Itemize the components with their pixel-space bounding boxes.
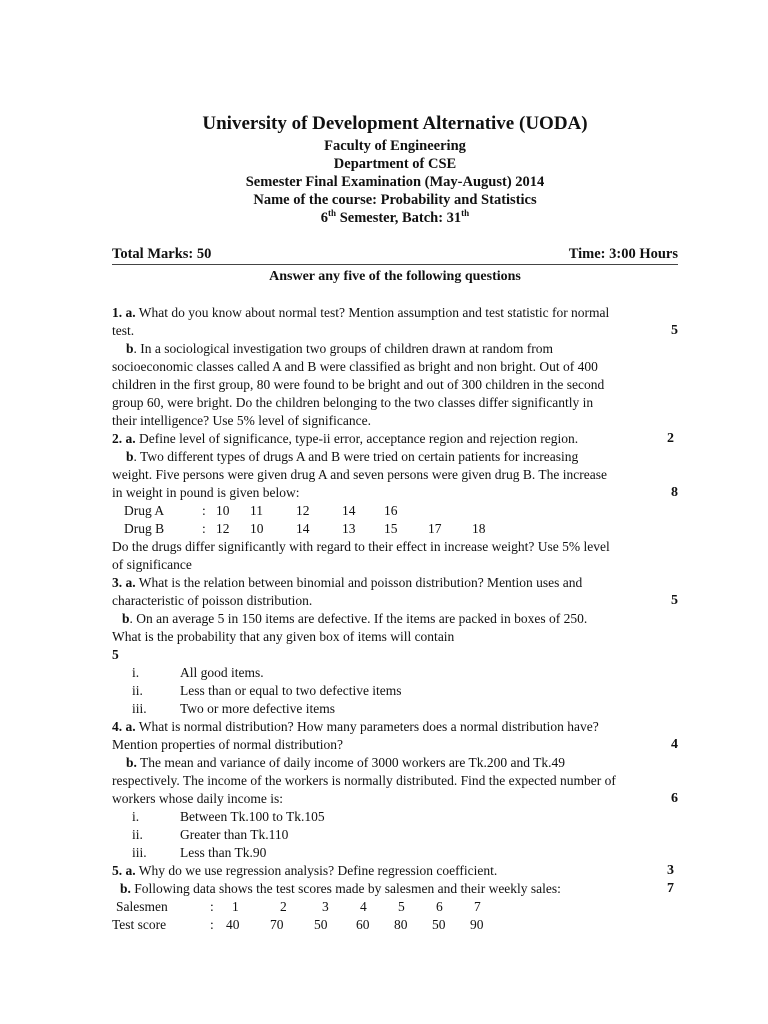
q1b-line-1 bbox=[112, 340, 678, 358]
salesmen-label: Salesmen bbox=[116, 899, 168, 914]
q4b-label: b. bbox=[126, 755, 137, 770]
drug-b-label: Drug B bbox=[124, 521, 165, 536]
test-score-value: 40 bbox=[226, 917, 240, 932]
q5b-marks: 7 bbox=[667, 881, 674, 896]
test-score-value: 50 bbox=[432, 917, 446, 932]
drug-b-value: 14 bbox=[296, 521, 310, 536]
q4b-marks: 6 bbox=[671, 791, 678, 806]
q2b-line-2: weight. Five persons were given drug A and seven persons were given drug B. The increase bbox=[112, 467, 607, 482]
q1a-text-2: test. bbox=[112, 323, 135, 338]
q4b-line-3 bbox=[112, 790, 678, 808]
q4b-item-text: Between Tk.100 to Tk.105 bbox=[180, 809, 325, 824]
salesmen-value: 6 bbox=[436, 899, 443, 914]
university-name: University of Development Alternative (UODA) bbox=[202, 113, 588, 134]
semester-number: 6 bbox=[320, 210, 329, 226]
q4b-item-text: Less than Tk.90 bbox=[180, 845, 267, 860]
drug-a-value: 12 bbox=[296, 503, 310, 518]
q4b-text-1: The mean and variance of daily income of 3000 workers are Tk.200 and Tk.49 bbox=[136, 755, 566, 770]
test-score-row: Test score : 40 70 50 60 80 50 90 bbox=[112, 916, 678, 934]
exam-time: Time: 3:00 Hours bbox=[568, 246, 678, 262]
test-score-value: 80 bbox=[394, 917, 408, 932]
q5a-marks: 3 bbox=[667, 863, 674, 878]
header-rule bbox=[112, 264, 678, 265]
q3a-text-2: characteristic of poisson distribution. bbox=[112, 593, 313, 608]
q1b-text-1: . In a sociological investigation two groups of children drawn at random from bbox=[133, 341, 554, 356]
q4a-text-2: Mention properties of normal distribution? bbox=[112, 737, 343, 752]
faculty-name: Faculty of Engineering bbox=[324, 138, 466, 154]
q3b-line-1 bbox=[112, 610, 678, 628]
drug-a-value: 14 bbox=[342, 503, 356, 518]
q1b-label: b bbox=[126, 341, 134, 356]
q1b-line-5: their intelligence? Use 5% level of significance. bbox=[112, 413, 372, 428]
semester-batch bbox=[112, 209, 678, 227]
q4a-text-1: What is normal distribution? How many parameters does a normal distribution have? bbox=[135, 719, 599, 734]
drug-b-row: Drug B : 12 10 14 13 15 17 18 bbox=[112, 520, 678, 538]
q4a-number: 4. a. bbox=[112, 719, 136, 734]
exam-meta bbox=[112, 245, 678, 263]
q3b-item bbox=[112, 682, 678, 700]
q5b-line-1 bbox=[112, 880, 678, 898]
q4a-marks: 4 bbox=[671, 737, 678, 752]
drug-b-value: 18 bbox=[472, 521, 486, 536]
drug-b-value: 13 bbox=[342, 521, 356, 536]
q5a-number: 5. a. bbox=[112, 863, 136, 878]
exam-title: Semester Final Examination (May-August) 2014 bbox=[245, 174, 545, 190]
q4b-line-2: respectively. The income of the workers is normally distributed. Find the expected number of bbox=[112, 773, 616, 788]
q4b-item-text: Greater than Tk.110 bbox=[180, 827, 289, 842]
test-score-value: 70 bbox=[270, 917, 284, 932]
drug-b-value: 17 bbox=[428, 521, 442, 536]
drug-a-value: 16 bbox=[384, 503, 398, 518]
q1a-text-1: What do you know about normal test? Mention assumption and test statistic for normal bbox=[135, 305, 610, 320]
test-score-value: 90 bbox=[470, 917, 484, 932]
q2b-line-3 bbox=[112, 484, 678, 502]
q4b-item-num: iii. bbox=[132, 845, 147, 860]
q3b-item-num: iii. bbox=[132, 701, 147, 716]
q4b-item-num: ii. bbox=[132, 827, 143, 842]
q4a-line-1 bbox=[112, 718, 678, 736]
q4b-item-num: i. bbox=[132, 809, 140, 824]
instruction: Answer any five of the following questions bbox=[269, 269, 521, 284]
q5a-text-1: Why do we use regression analysis? Define regression coefficient. bbox=[135, 863, 498, 878]
exam-header bbox=[112, 112, 678, 227]
questions bbox=[112, 304, 678, 934]
q4b-text-3: workers whose daily income is: bbox=[112, 791, 283, 806]
q2a-number: 2. a. bbox=[112, 431, 136, 446]
test-score-value: 50 bbox=[314, 917, 328, 932]
semester-suffix: th bbox=[328, 208, 337, 219]
q4b-item bbox=[112, 826, 678, 844]
q3a-number: 3. a. bbox=[112, 575, 136, 590]
q1a-marks: 5 bbox=[671, 323, 678, 338]
q3b-item-num: i. bbox=[132, 665, 140, 680]
semester-batch-text: Semester, Batch: 31 bbox=[336, 210, 462, 226]
drug-a-value: 11 bbox=[250, 503, 263, 518]
q2b-label: b bbox=[126, 449, 134, 464]
q1a-line-1 bbox=[112, 304, 678, 322]
q3b-item-text: Two or more defective items bbox=[180, 701, 335, 716]
q2b-line-5: of significance bbox=[112, 557, 192, 572]
q5b-text-1: Following data shows the test scores made by salesmen and their weekly sales: bbox=[130, 881, 561, 896]
drug-a-row: Drug A : 10 11 12 14 16 bbox=[112, 502, 678, 520]
q1a-line-2 bbox=[112, 322, 678, 340]
q1a-number: 1. a. bbox=[112, 305, 136, 320]
q3b-item-num: ii. bbox=[132, 683, 143, 698]
exam-paper bbox=[112, 112, 678, 934]
q4b-item bbox=[112, 844, 678, 862]
q3b-line-2: What is the probability that any given box of items will contain bbox=[112, 629, 455, 644]
drug-b-value: 12 bbox=[216, 521, 230, 536]
q3a-text-1: What is the relation between binomial and poisson distribution? Mention uses and bbox=[135, 575, 583, 590]
salesmen-value: 7 bbox=[474, 899, 481, 914]
q2b-marks: 8 bbox=[671, 485, 678, 500]
q4a-line-2 bbox=[112, 736, 678, 754]
total-marks: Total Marks: 50 bbox=[112, 246, 212, 262]
q4b-line-1 bbox=[112, 754, 678, 772]
q4b-item bbox=[112, 808, 678, 826]
q3b-item-text: All good items. bbox=[180, 665, 264, 680]
salesmen-row: Salesmen : 1 2 3 4 5 6 7 bbox=[112, 898, 678, 916]
q5a-line-1 bbox=[112, 862, 678, 880]
q2b-text-3: in weight in pound is given below: bbox=[112, 485, 300, 500]
salesmen-value: 1 bbox=[232, 899, 239, 914]
q2b-text-1: . Two different types of drugs A and B were tried on certain patients for increasing bbox=[133, 449, 579, 464]
q3a-line-2 bbox=[112, 592, 678, 610]
salesmen-value: 2 bbox=[280, 899, 287, 914]
department-name: Department of CSE bbox=[333, 156, 457, 172]
batch-suffix: th bbox=[461, 208, 470, 219]
q2b-line-1 bbox=[112, 448, 678, 466]
q2a-line-1 bbox=[112, 430, 678, 448]
q5b-label: b. bbox=[120, 881, 131, 896]
q3a-marks: 5 bbox=[671, 593, 678, 608]
drug-a-label: Drug A bbox=[124, 503, 165, 518]
salesmen-value: 5 bbox=[398, 899, 405, 914]
q3a-line-1 bbox=[112, 574, 678, 592]
salesmen-value: 3 bbox=[322, 899, 329, 914]
course-name: Name of the course: Probability and Statistics bbox=[253, 192, 537, 208]
q2a-text-1: Define level of significance, type-ii error, acceptance region and rejection region. bbox=[135, 431, 579, 446]
drug-a-value: 10 bbox=[216, 503, 230, 518]
q1b-line-3: children in the first group, 80 were found to be bright and out of 300 children in the second bbox=[112, 377, 605, 392]
salesmen-value: 4 bbox=[360, 899, 367, 914]
test-score-label: Test score bbox=[112, 917, 167, 932]
q1b-line-4: group 60, were bright. Do the children belonging to the two classes differ significantly in bbox=[112, 395, 594, 410]
q2a-marks: 2 bbox=[667, 431, 674, 446]
q3b-label: b bbox=[122, 611, 130, 626]
q3b-text-1: . On an average 5 in 150 items are defective. If the items are packed in boxes of 250. bbox=[129, 611, 588, 626]
drug-b-value: 10 bbox=[250, 521, 264, 536]
q3b-item bbox=[112, 664, 678, 682]
q3b-marks: 5 bbox=[112, 647, 119, 662]
q2b-line-4: Do the drugs differ significantly with regard to their effect in increase weight? Use 5% level bbox=[112, 539, 610, 554]
q1b-line-2: socioeconomic classes called A and B were classified as bright and non bright. Out of 400 bbox=[112, 359, 598, 374]
drug-b-value: 15 bbox=[384, 521, 398, 536]
q3b-item bbox=[112, 700, 678, 718]
q3b-item-text: Less than or equal to two defective items bbox=[180, 683, 402, 698]
test-score-value: 60 bbox=[356, 917, 370, 932]
